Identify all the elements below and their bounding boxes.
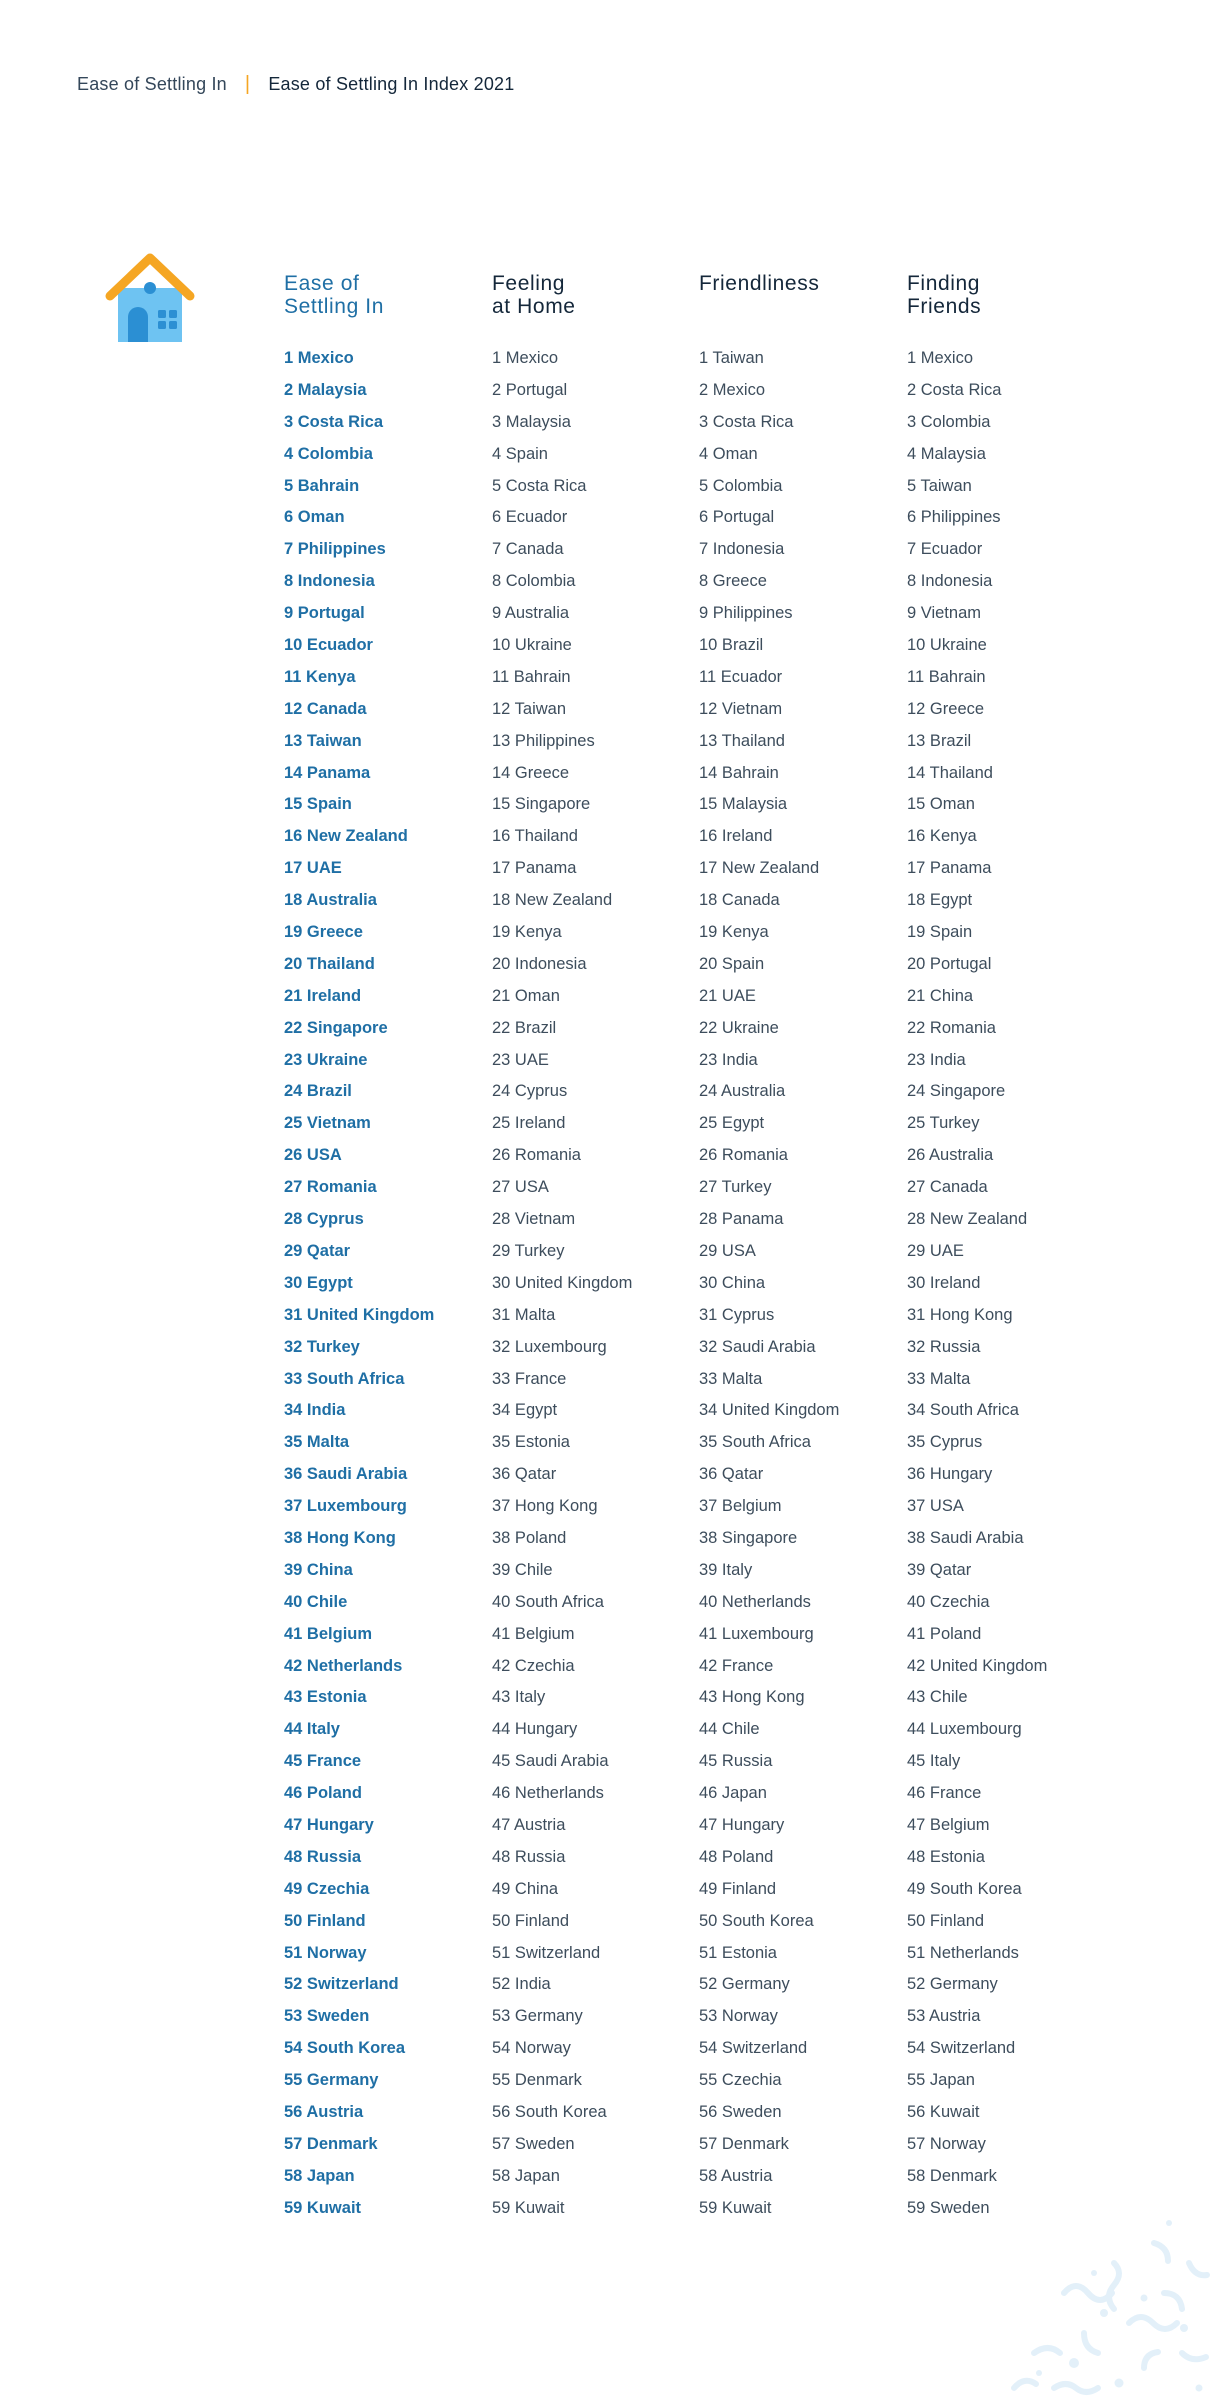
ranking-item: 16 Ireland	[699, 827, 773, 846]
ranking-item: 34 Egypt	[492, 1401, 558, 1420]
ranking-item: 7 Philippines	[284, 540, 386, 559]
ranking-item: 27 Turkey	[699, 1178, 772, 1197]
ranking-item: 12 Vietnam	[699, 699, 783, 718]
ranking-item: 50 South Korea	[699, 1911, 814, 1930]
ranking-item: 57 Sweden	[492, 2134, 575, 2153]
ranking-item: 27 USA	[492, 1178, 549, 1197]
ranking-item: 37 USA	[907, 1497, 964, 1516]
ranking-item: 15 Malaysia	[699, 795, 788, 814]
ranking-column-feeling-at-home	[492, 272, 697, 2224]
breadcrumb-current: Ease of Settling In Index 2021	[268, 73, 515, 94]
ranking-item: 1 Mexico	[492, 349, 559, 367]
ranking-column-ease-of-settling-in	[284, 272, 489, 2224]
ranking-item: 14 Bahrain	[699, 763, 779, 782]
column-heading: Ease of Settling In	[284, 272, 384, 318]
ranking-item: 22 Romania	[907, 1018, 996, 1037]
ranking-item: 50 Finland	[492, 1911, 570, 1930]
ranking-item: 12 Canada	[284, 699, 367, 718]
ranking-item: 20 Indonesia	[492, 954, 587, 973]
ranking-item: 42 France	[699, 1656, 774, 1675]
ranking-item: 49 China	[492, 1879, 559, 1898]
ranking-item: 38 Saudi Arabia	[907, 1528, 1024, 1547]
ranking-item: 9 Philippines	[699, 604, 793, 623]
ranking-item: 44 Italy	[284, 1720, 340, 1739]
ranking-item: 4 Spain	[492, 444, 548, 463]
ranking-item: 8 Colombia	[492, 572, 576, 591]
ranking-item: 31 Cyprus	[699, 1305, 775, 1324]
ranking-item: 57 Denmark	[284, 2134, 378, 2153]
ranking-item: 12 Greece	[907, 699, 985, 718]
ranking-item: 45 Saudi Arabia	[492, 1752, 609, 1771]
ranking-item: 46 France	[907, 1784, 982, 1803]
ranking-item: 57 Denmark	[699, 2134, 789, 2153]
ranking-item: 39 Qatar	[907, 1560, 972, 1579]
ranking-item: 50 Finland	[284, 1911, 366, 1930]
ranking-item: 10 Ukraine	[907, 636, 987, 655]
ranking-item: 38 Singapore	[699, 1528, 798, 1547]
ranking-item: 11 Bahrain	[907, 667, 986, 686]
ranking-item: 40 Netherlands	[699, 1592, 811, 1611]
ranking-item: 44 Luxembourg	[907, 1720, 1022, 1739]
ranking-item: 13 Philippines	[492, 731, 595, 750]
ranking-item: 21 UAE	[699, 986, 756, 1005]
ranking-item: 9 Vietnam	[907, 604, 981, 623]
ranking-item: 15 Spain	[284, 795, 352, 814]
ranking-item: 34 United Kingdom	[699, 1401, 840, 1420]
column-heading: Friendliness	[699, 272, 820, 295]
ranking-item: 56 Austria	[284, 2102, 364, 2121]
ranking-item: 3 Costa Rica	[699, 412, 794, 431]
ranking-list	[492, 342, 697, 2224]
ranking-list	[907, 342, 1112, 2224]
ranking-item: 33 South Africa	[284, 1369, 405, 1388]
ranking-item: 4 Oman	[699, 444, 758, 463]
ranking-item: 9 Australia	[492, 604, 570, 623]
ranking-item: 33 France	[492, 1369, 567, 1388]
ranking-item: 24 Singapore	[907, 1082, 1006, 1101]
ranking-item: 53 Norway	[699, 2007, 778, 2026]
ranking-item: 6 Oman	[284, 508, 345, 527]
ranking-item: 17 Panama	[907, 859, 992, 878]
ranking-item: 59 Kuwait	[284, 2198, 362, 2217]
ranking-item: 48 Estonia	[907, 1847, 985, 1866]
ranking-item: 27 Romania	[284, 1178, 377, 1197]
ranking-item: 32 Luxembourg	[492, 1337, 607, 1356]
ranking-item: 44 Hungary	[492, 1720, 578, 1739]
ranking-item: 20 Portugal	[907, 954, 992, 973]
ranking-item: 28 Vietnam	[492, 1210, 576, 1229]
ranking-item: 17 Panama	[492, 859, 577, 878]
ranking-item: 41 Belgium	[284, 1624, 373, 1643]
ranking-item: 10 Ukraine	[492, 636, 572, 655]
ranking-item: 26 Romania	[492, 1146, 581, 1165]
ranking-item: 2 Costa Rica	[907, 380, 1002, 399]
ranking-item: 3 Malaysia	[492, 412, 571, 431]
ranking-item: 21 Ireland	[284, 986, 362, 1005]
ranking-item: 11 Bahrain	[492, 667, 571, 686]
ranking-item: 7 Ecuador	[907, 540, 983, 559]
ranking-item: 31 Hong Kong	[907, 1305, 1013, 1324]
ranking-item: 48 Russia	[284, 1847, 362, 1866]
ranking-item: 59 Sweden	[907, 2198, 990, 2217]
ranking-item: 29 USA	[699, 1241, 756, 1260]
ranking-item: 3 Costa Rica	[284, 412, 384, 431]
ranking-item: 36 Saudi Arabia	[284, 1465, 408, 1484]
ranking-item: 5 Bahrain	[284, 476, 360, 495]
ranking-item: 56 Sweden	[699, 2102, 782, 2121]
ranking-item: 19 Greece	[284, 923, 363, 942]
ranking-item: 58 Denmark	[907, 2166, 997, 2185]
ranking-item: 23 UAE	[492, 1050, 549, 1069]
ranking-item: 29 UAE	[907, 1241, 964, 1260]
ranking-item: 54 Switzerland	[907, 2039, 1016, 2058]
ranking-item: 17 New Zealand	[699, 859, 820, 878]
ranking-item: 8 Indonesia	[284, 572, 375, 591]
ranking-item: 51 Norway	[284, 1943, 367, 1962]
ranking-item: 30 China	[699, 1273, 766, 1292]
ranking-item: 55 Germany	[284, 2071, 379, 2090]
ranking-item: 35 Estonia	[492, 1433, 570, 1452]
ranking-item: 4 Malaysia	[907, 444, 986, 463]
ranking-item: 26 Romania	[699, 1146, 788, 1165]
ranking-item: 22 Brazil	[492, 1018, 557, 1037]
ranking-item: 25 Turkey	[907, 1114, 980, 1133]
ranking-item: 43 Hong Kong	[699, 1688, 805, 1707]
ranking-item: 11 Kenya	[284, 667, 356, 686]
ranking-item: 35 Malta	[284, 1433, 350, 1452]
ranking-item: 14 Greece	[492, 763, 570, 782]
ranking-item: 47 Belgium	[907, 1815, 990, 1834]
ranking-item: 40 Chile	[284, 1592, 348, 1611]
ranking-item: 30 Egypt	[284, 1273, 353, 1292]
ranking-item: 18 Egypt	[907, 891, 973, 910]
ranking-item: 19 Spain	[907, 923, 973, 942]
ranking-item: 50 Finland	[907, 1911, 985, 1930]
ranking-item: 31 United Kingdom	[284, 1305, 435, 1324]
ranking-item: 2 Malaysia	[284, 380, 367, 399]
ranking-item: 15 Oman	[907, 795, 975, 814]
ranking-item: 1 Taiwan	[699, 349, 764, 367]
ranking-item: 7 Indonesia	[699, 540, 785, 559]
decorative-pattern	[914, 2203, 1214, 2403]
ranking-item: 3 Colombia	[907, 412, 991, 431]
ranking-item: 51 Switzerland	[492, 1943, 601, 1962]
ranking-item: 10 Brazil	[699, 636, 764, 655]
ranking-item: 37 Luxembourg	[284, 1497, 407, 1516]
ranking-item: 59 Kuwait	[699, 2198, 772, 2217]
ranking-item: 42 Netherlands	[284, 1656, 403, 1675]
ranking-item: 43 Italy	[492, 1688, 546, 1707]
ranking-item: 24 Cyprus	[492, 1082, 568, 1101]
ranking-item: 15 Singapore	[492, 795, 591, 814]
ranking-item: 48 Russia	[492, 1847, 566, 1866]
ranking-item: 16 Thailand	[492, 827, 578, 846]
ranking-item: 33 Malta	[699, 1369, 763, 1388]
ranking-item: 16 New Zealand	[284, 827, 408, 846]
ranking-item: 44 Chile	[699, 1720, 760, 1739]
ranking-item: 40 South Africa	[492, 1592, 604, 1611]
ranking-item: 53 Sweden	[284, 2007, 370, 2026]
ranking-item: 38 Poland	[492, 1528, 567, 1547]
ranking-item: 45 Italy	[907, 1752, 961, 1771]
ranking-item: 37 Hong Kong	[492, 1497, 598, 1516]
ranking-item: 1 Mexico	[284, 349, 354, 367]
ranking-item: 19 Kenya	[699, 923, 769, 942]
ranking-item: 54 Norway	[492, 2039, 571, 2058]
ranking-item: 56 Kuwait	[907, 2102, 980, 2121]
column-heading: Finding Friends	[907, 272, 982, 318]
house-icon	[104, 250, 196, 344]
ranking-item: 52 Germany	[699, 1975, 790, 1994]
ranking-item: 29 Qatar	[284, 1241, 351, 1260]
ranking-item: 5 Taiwan	[907, 476, 972, 495]
breadcrumb-section[interactable]: Ease of Settling In	[77, 73, 227, 94]
ranking-item: 58 Japan	[284, 2166, 355, 2185]
ranking-item: 26 Australia	[907, 1146, 994, 1165]
ranking-item: 47 Hungary	[699, 1815, 785, 1834]
ranking-item: 20 Thailand	[284, 954, 375, 973]
ranking-list	[699, 342, 904, 2224]
ranking-item: 53 Austria	[907, 2007, 981, 2026]
ranking-item: 41 Luxembourg	[699, 1624, 814, 1643]
ranking-item: 57 Norway	[907, 2134, 986, 2153]
ranking-item: 53 Germany	[492, 2007, 583, 2026]
ranking-item: 13 Brazil	[907, 731, 972, 750]
ranking-item: 55 Japan	[907, 2071, 975, 2090]
ranking-item: 52 Switzerland	[284, 1975, 399, 1994]
ranking-item: 40 Czechia	[907, 1592, 990, 1611]
ranking-item: 43 Chile	[907, 1688, 968, 1707]
breadcrumb	[77, 72, 514, 96]
ranking-item: 20 Spain	[699, 954, 765, 973]
ranking-item: 45 France	[284, 1752, 362, 1771]
ranking-item: 9 Portugal	[284, 604, 365, 623]
ranking-item: 56 South Korea	[492, 2102, 607, 2121]
ranking-item: 14 Panama	[284, 763, 371, 782]
ranking-item: 13 Taiwan	[284, 731, 362, 750]
ranking-item: 28 Panama	[699, 1210, 784, 1229]
ranking-item: 23 India	[699, 1050, 758, 1069]
ranking-item: 8 Greece	[699, 572, 767, 591]
ranking-item: 39 Italy	[699, 1560, 753, 1579]
ranking-item: 46 Poland	[284, 1784, 362, 1803]
ranking-item: 35 South Africa	[699, 1433, 811, 1452]
ranking-item: 39 China	[284, 1560, 353, 1579]
ranking-item: 17 UAE	[284, 859, 342, 878]
ranking-item: 34 India	[284, 1401, 346, 1420]
ranking-item: 49 Czechia	[284, 1879, 370, 1898]
breadcrumb-separator: |	[244, 72, 251, 95]
ranking-item: 43 Estonia	[284, 1688, 367, 1707]
ranking-item: 42 Czechia	[492, 1656, 575, 1675]
ranking-item: 52 Germany	[907, 1975, 998, 1994]
ranking-item: 19 Kenya	[492, 923, 562, 942]
ranking-item: 18 New Zealand	[492, 891, 613, 910]
ranking-item: 36 Qatar	[492, 1465, 557, 1484]
ranking-item: 29 Turkey	[492, 1241, 565, 1260]
ranking-item: 6 Philippines	[907, 508, 1001, 527]
ranking-item: 13 Thailand	[699, 731, 785, 750]
ranking-item: 14 Thailand	[907, 763, 993, 782]
column-heading: Feeling at Home	[492, 272, 576, 318]
ranking-item: 6 Ecuador	[492, 508, 568, 527]
ranking-item: 54 South Korea	[284, 2039, 406, 2058]
ranking-item: 41 Belgium	[492, 1624, 575, 1643]
ranking-item: 30 Ireland	[907, 1273, 981, 1292]
ranking-item: 54 Switzerland	[699, 2039, 808, 2058]
ranking-item: 31 Malta	[492, 1305, 556, 1324]
ranking-item: 58 Japan	[492, 2166, 560, 2185]
ranking-item: 47 Hungary	[284, 1815, 374, 1834]
ranking-item: 51 Netherlands	[907, 1943, 1019, 1962]
ranking-item: 55 Czechia	[699, 2071, 782, 2090]
ranking-item: 16 Kenya	[907, 827, 977, 846]
ranking-item: 4 Colombia	[284, 444, 373, 463]
ranking-item: 58 Austria	[699, 2166, 773, 2185]
ranking-item: 22 Singapore	[284, 1018, 388, 1037]
ranking-item: 23 India	[907, 1050, 966, 1069]
ranking-item: 45 Russia	[699, 1752, 773, 1771]
ranking-item: 55 Denmark	[492, 2071, 582, 2090]
ranking-item: 36 Qatar	[699, 1465, 764, 1484]
ranking-item: 28 New Zealand	[907, 1210, 1028, 1229]
ranking-item: 24 Brazil	[284, 1082, 352, 1101]
ranking-item: 42 United Kingdom	[907, 1656, 1048, 1675]
ranking-item: 49 South Korea	[907, 1879, 1022, 1898]
ranking-item: 41 Poland	[907, 1624, 982, 1643]
ranking-item: 32 Russia	[907, 1337, 981, 1356]
ranking-item: 46 Japan	[699, 1784, 767, 1803]
ranking-item: 33 Malta	[907, 1369, 971, 1388]
ranking-item: 32 Turkey	[284, 1337, 360, 1356]
ranking-column-finding-friends	[907, 272, 1112, 2224]
ranking-item: 5 Colombia	[699, 476, 783, 495]
ranking-item: 25 Ireland	[492, 1114, 566, 1133]
ranking-item: 46 Netherlands	[492, 1784, 604, 1803]
ranking-item: 36 Hungary	[907, 1465, 993, 1484]
ranking-item: 47 Austria	[492, 1815, 566, 1834]
ranking-column-friendliness	[699, 272, 904, 2224]
ranking-item: 37 Belgium	[699, 1497, 782, 1516]
ranking-item: 21 Oman	[492, 986, 560, 1005]
ranking-item: 8 Indonesia	[907, 572, 993, 591]
ranking-item: 30 United Kingdom	[492, 1273, 633, 1292]
ranking-item: 25 Egypt	[699, 1114, 765, 1133]
ranking-item: 59 Kuwait	[492, 2198, 565, 2217]
ranking-item: 22 Ukraine	[699, 1018, 779, 1037]
ranking-item: 18 Canada	[699, 891, 780, 910]
ranking-item: 2 Portugal	[492, 380, 568, 399]
ranking-item: 51 Estonia	[699, 1943, 777, 1962]
ranking-item: 35 Cyprus	[907, 1433, 983, 1452]
ranking-item: 1 Mexico	[907, 349, 974, 367]
ranking-item: 21 China	[907, 986, 974, 1005]
ranking-item: 26 USA	[284, 1146, 342, 1165]
ranking-item: 10 Ecuador	[284, 636, 373, 655]
ranking-item: 6 Portugal	[699, 508, 775, 527]
ranking-item: 11 Ecuador	[699, 667, 783, 686]
ranking-item: 5 Costa Rica	[492, 476, 587, 495]
ranking-item: 27 Canada	[907, 1178, 988, 1197]
ranking-item: 32 Saudi Arabia	[699, 1337, 816, 1356]
ranking-item: 25 Vietnam	[284, 1114, 371, 1133]
ranking-item: 23 Ukraine	[284, 1050, 368, 1069]
ranking-item: 2 Mexico	[699, 380, 766, 399]
ranking-item: 38 Hong Kong	[284, 1528, 396, 1547]
ranking-item: 34 South Africa	[907, 1401, 1019, 1420]
ranking-item: 39 Chile	[492, 1560, 553, 1579]
ranking-item: 48 Poland	[699, 1847, 774, 1866]
ranking-item: 49 Finland	[699, 1879, 777, 1898]
ranking-item: 52 India	[492, 1975, 551, 1994]
ranking-item: 7 Canada	[492, 540, 564, 559]
ranking-item: 12 Taiwan	[492, 699, 567, 718]
ranking-item: 18 Australia	[284, 891, 377, 910]
ranking-item: 24 Australia	[699, 1082, 786, 1101]
ranking-list	[284, 342, 489, 2224]
ranking-item: 28 Cyprus	[284, 1210, 364, 1229]
